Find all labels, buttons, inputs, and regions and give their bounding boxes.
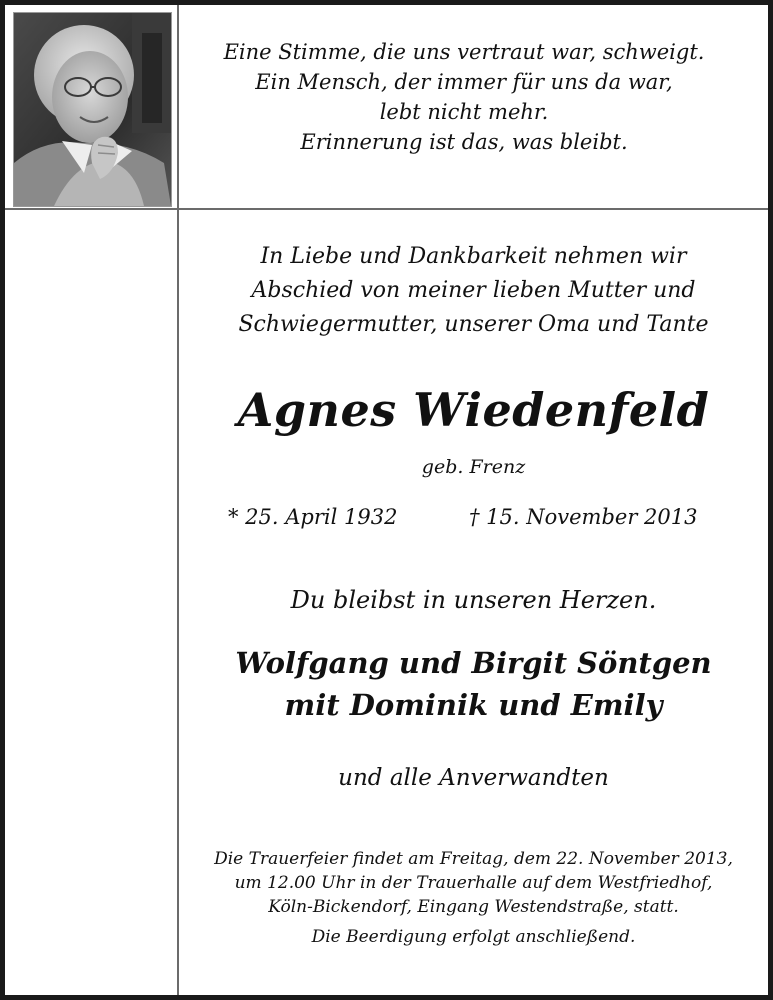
burial-note: Die Beerdigung erfolgt anschließend. — [311, 927, 636, 947]
family-line: mit Dominik und Emily — [284, 688, 663, 722]
birth-date: * 25. April 1932 — [228, 505, 398, 529]
relatives: und alle Anverwandten — [338, 765, 609, 791]
poem-line: lebt nicht mehr. — [379, 100, 549, 124]
motto: Du bleibst in unseren Herzen. — [290, 586, 657, 614]
life-dates — [179, 502, 768, 532]
notice-line: Die Trauerfeier findet am Freitag, dem 22. November 2013, — [214, 849, 733, 869]
poem-line: Eine Stimme, die uns vertraut war, schweigt. — [223, 40, 705, 64]
portrait-photo — [13, 12, 172, 207]
notice-line: um 12.00 Uhr in der Trauerhalle auf dem Westfriedhof, — [234, 873, 713, 893]
deceased-name: Agnes Wiedenfeld — [237, 383, 710, 437]
intro-text — [179, 240, 768, 342]
horizontal-divider — [5, 208, 768, 210]
poem — [179, 37, 749, 157]
poem-line: Ein Mensch, der immer für uns da war, — [255, 70, 673, 94]
poem-line: Erinnerung ist das, was bleibt. — [300, 130, 628, 154]
funeral-notice — [179, 847, 768, 949]
intro-line: Schwiegermutter, unserer Oma und Tante — [238, 312, 709, 337]
family-line: Wolfgang und Birgit Söntgen — [235, 646, 712, 680]
birth-name: geb. Frenz — [421, 456, 526, 478]
intro-line: In Liebe und Dankbarkeit nehmen wir — [260, 244, 687, 269]
notice-line: Köln-Bickendorf, Eingang Westendstraße, statt. — [268, 897, 679, 917]
family-names — [179, 642, 768, 726]
intro-line: Abschied von meiner lieben Mutter und — [251, 278, 696, 303]
death-date: † 15. November 2013 — [469, 505, 698, 529]
